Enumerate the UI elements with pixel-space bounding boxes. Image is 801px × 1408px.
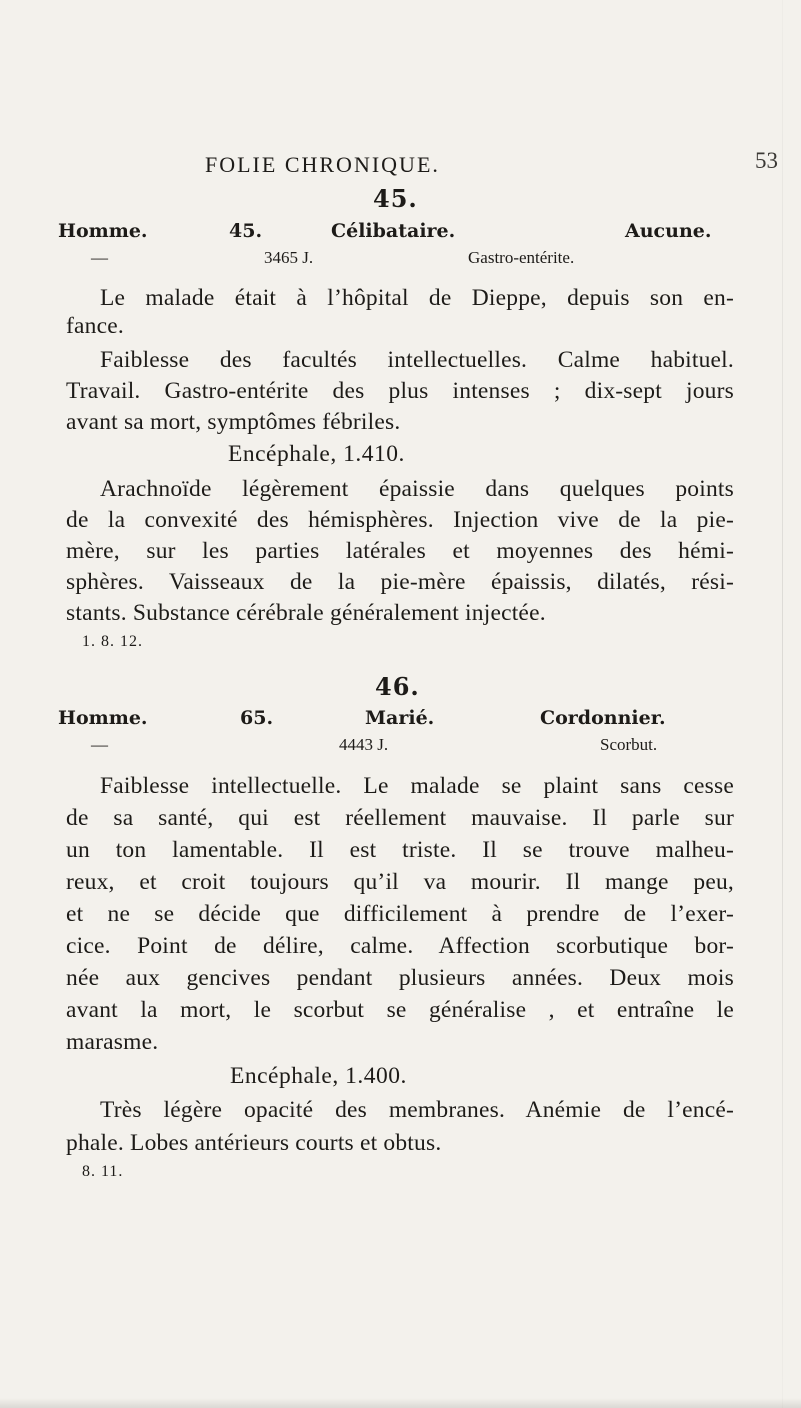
case-sex: Homme. bbox=[58, 707, 148, 729]
text-line: Très légère opacité des membranes. Anémie de l’encé- bbox=[100, 1097, 734, 1123]
case-age: 45. bbox=[229, 220, 263, 242]
case-civil-status: Célibataire. bbox=[331, 220, 456, 242]
encephale-weight: Encéphale, 1.400. bbox=[230, 1063, 407, 1089]
case-sex: Homme. bbox=[58, 220, 148, 242]
case-number: 45. bbox=[373, 184, 418, 213]
case-age: 65. bbox=[240, 707, 274, 729]
text-line: de sa santé, qui est réellement mauvaise. Il parle sur bbox=[66, 805, 734, 831]
case-cause-of-death: Scorbut. bbox=[600, 735, 658, 754]
case-number: 46. bbox=[375, 672, 420, 701]
text-line: mère, sur les parties latérales et moyennes des hémi- bbox=[66, 538, 734, 564]
text-line: Faiblesse intellectuelle. Le malade se plaint sans cesse bbox=[100, 773, 734, 799]
text-line: Faiblesse des facultés intellectuelles. Calme habituel. bbox=[100, 347, 734, 373]
case-dash: — bbox=[91, 735, 108, 754]
text-line: reux, et croit toujours qu’il va mourir. Il mange peu, bbox=[66, 869, 734, 895]
case-profession: Aucune. bbox=[625, 220, 712, 242]
page-bottom-shadow bbox=[0, 1398, 801, 1408]
text-line: avant la mort, le scorbut se généralise , et entraîne le bbox=[66, 997, 734, 1023]
case-dash: — bbox=[91, 248, 108, 267]
text-line: de la convexité des hémisphères. Injection vive de la pie- bbox=[66, 507, 734, 533]
case-register: 4443 J. bbox=[339, 735, 389, 754]
text-line: Travail. Gastro-entérite des plus intenses ; dix-sept jours bbox=[66, 378, 734, 404]
text-line: sphères. Vaisseaux de la pie-mère épaissis, dilatés, rési- bbox=[66, 569, 734, 595]
text-line: fance. bbox=[66, 313, 124, 339]
case-civil-status: Marié. bbox=[365, 707, 435, 729]
text-line: phale. Lobes antérieurs courts et obtus. bbox=[66, 1130, 442, 1156]
page-edge bbox=[782, 0, 783, 1408]
text-line: cice. Point de délire, calme. Affection scorbutique bor- bbox=[66, 933, 734, 959]
case-profession: Cordonnier. bbox=[540, 707, 666, 729]
case-cause-of-death: Gastro-entérite. bbox=[468, 248, 575, 267]
running-title: FOLIE CHRONIQUE. bbox=[205, 152, 440, 177]
text-line: Arachnoïde légèrement épaissie dans quelques points bbox=[100, 476, 734, 502]
page-number: 53 bbox=[755, 148, 778, 173]
text-line: et ne se décide que difficilement à prendre de l’exer- bbox=[66, 901, 734, 927]
text-line: marasme. bbox=[66, 1029, 159, 1055]
text-line: un ton lamentable. Il est triste. Il se trouve malheu- bbox=[66, 837, 734, 863]
text-line: stants. Substance cérébrale généralement injectée. bbox=[66, 600, 546, 626]
references: 1. 8. 12. bbox=[82, 633, 143, 650]
text-line: avant sa mort, symptômes fébriles. bbox=[66, 409, 401, 435]
text-line: Le malade était à l’hôpital de Dieppe, depuis son en- bbox=[100, 285, 734, 311]
case-register: 3465 J. bbox=[264, 248, 314, 267]
references: 8. 11. bbox=[82, 1163, 124, 1180]
text-line: née aux gencives pendant plusieurs années. Deux mois bbox=[66, 965, 734, 991]
encephale-weight: Encéphale, 1.410. bbox=[228, 441, 405, 467]
